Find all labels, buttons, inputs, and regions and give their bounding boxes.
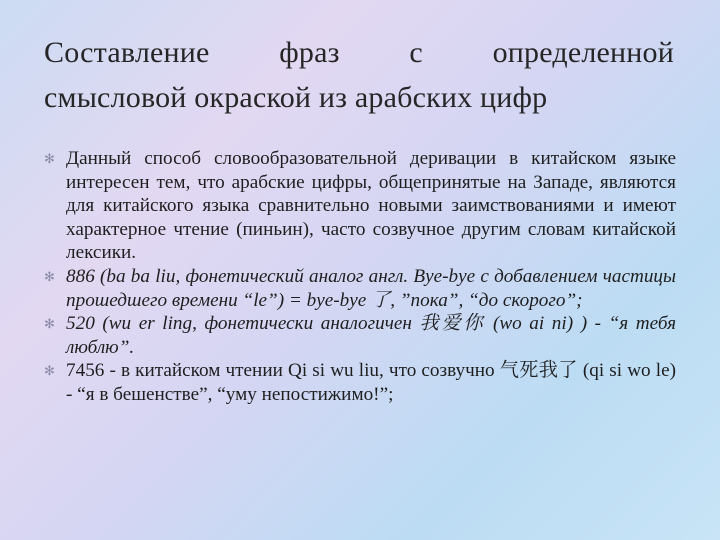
asterisk-bullet-icon: ✻ [44,152,55,167]
bullet-item-1 [44,147,676,265]
slide-title [44,30,674,120]
title-line-2: смысловой окраской из арабских цифр [44,81,548,114]
bullet-text-3: 520 (wu er ling, фонетически аналогичен 我爱你 (wo ai ni) ) - “я тебя люблю”. [66,313,676,358]
asterisk-bullet-icon: ✻ [44,317,55,333]
bullet-item-4 [44,359,676,406]
bullet-list [44,147,676,407]
asterisk-bullet-icon: ✻ [44,269,55,285]
bullet-text-4: 7456 - в китайском чтении Qi si wu liu, что созвучно 气死我了 (qi si wo le) - “я в бешенстве”, “уму непостижимо!”; [66,360,676,405]
bullet-text-1: Данный способ словообразовательной деривации в китайском языке интересен тем, что арабские цифры, общепринятые на Западе, являются для китайского языка сравнительно новыми заимствованиями и имеют характерное чтение (пиньин), часто созвучное другим словам китайской лексики. [66,148,676,264]
title-line-1: Составление фраз с определенной [44,36,674,69]
bullet-item-3 [44,312,676,359]
bullet-text-2: 886 (ba ba liu, фонетический аналог англ. Bye-bye с добавлением частицы прошедшего времени “le”) = bye-bye 了, ”пока”, “до скорого”; [66,265,676,311]
asterisk-bullet-icon: ✻ [44,364,55,380]
bullet-item-2 [44,265,676,312]
